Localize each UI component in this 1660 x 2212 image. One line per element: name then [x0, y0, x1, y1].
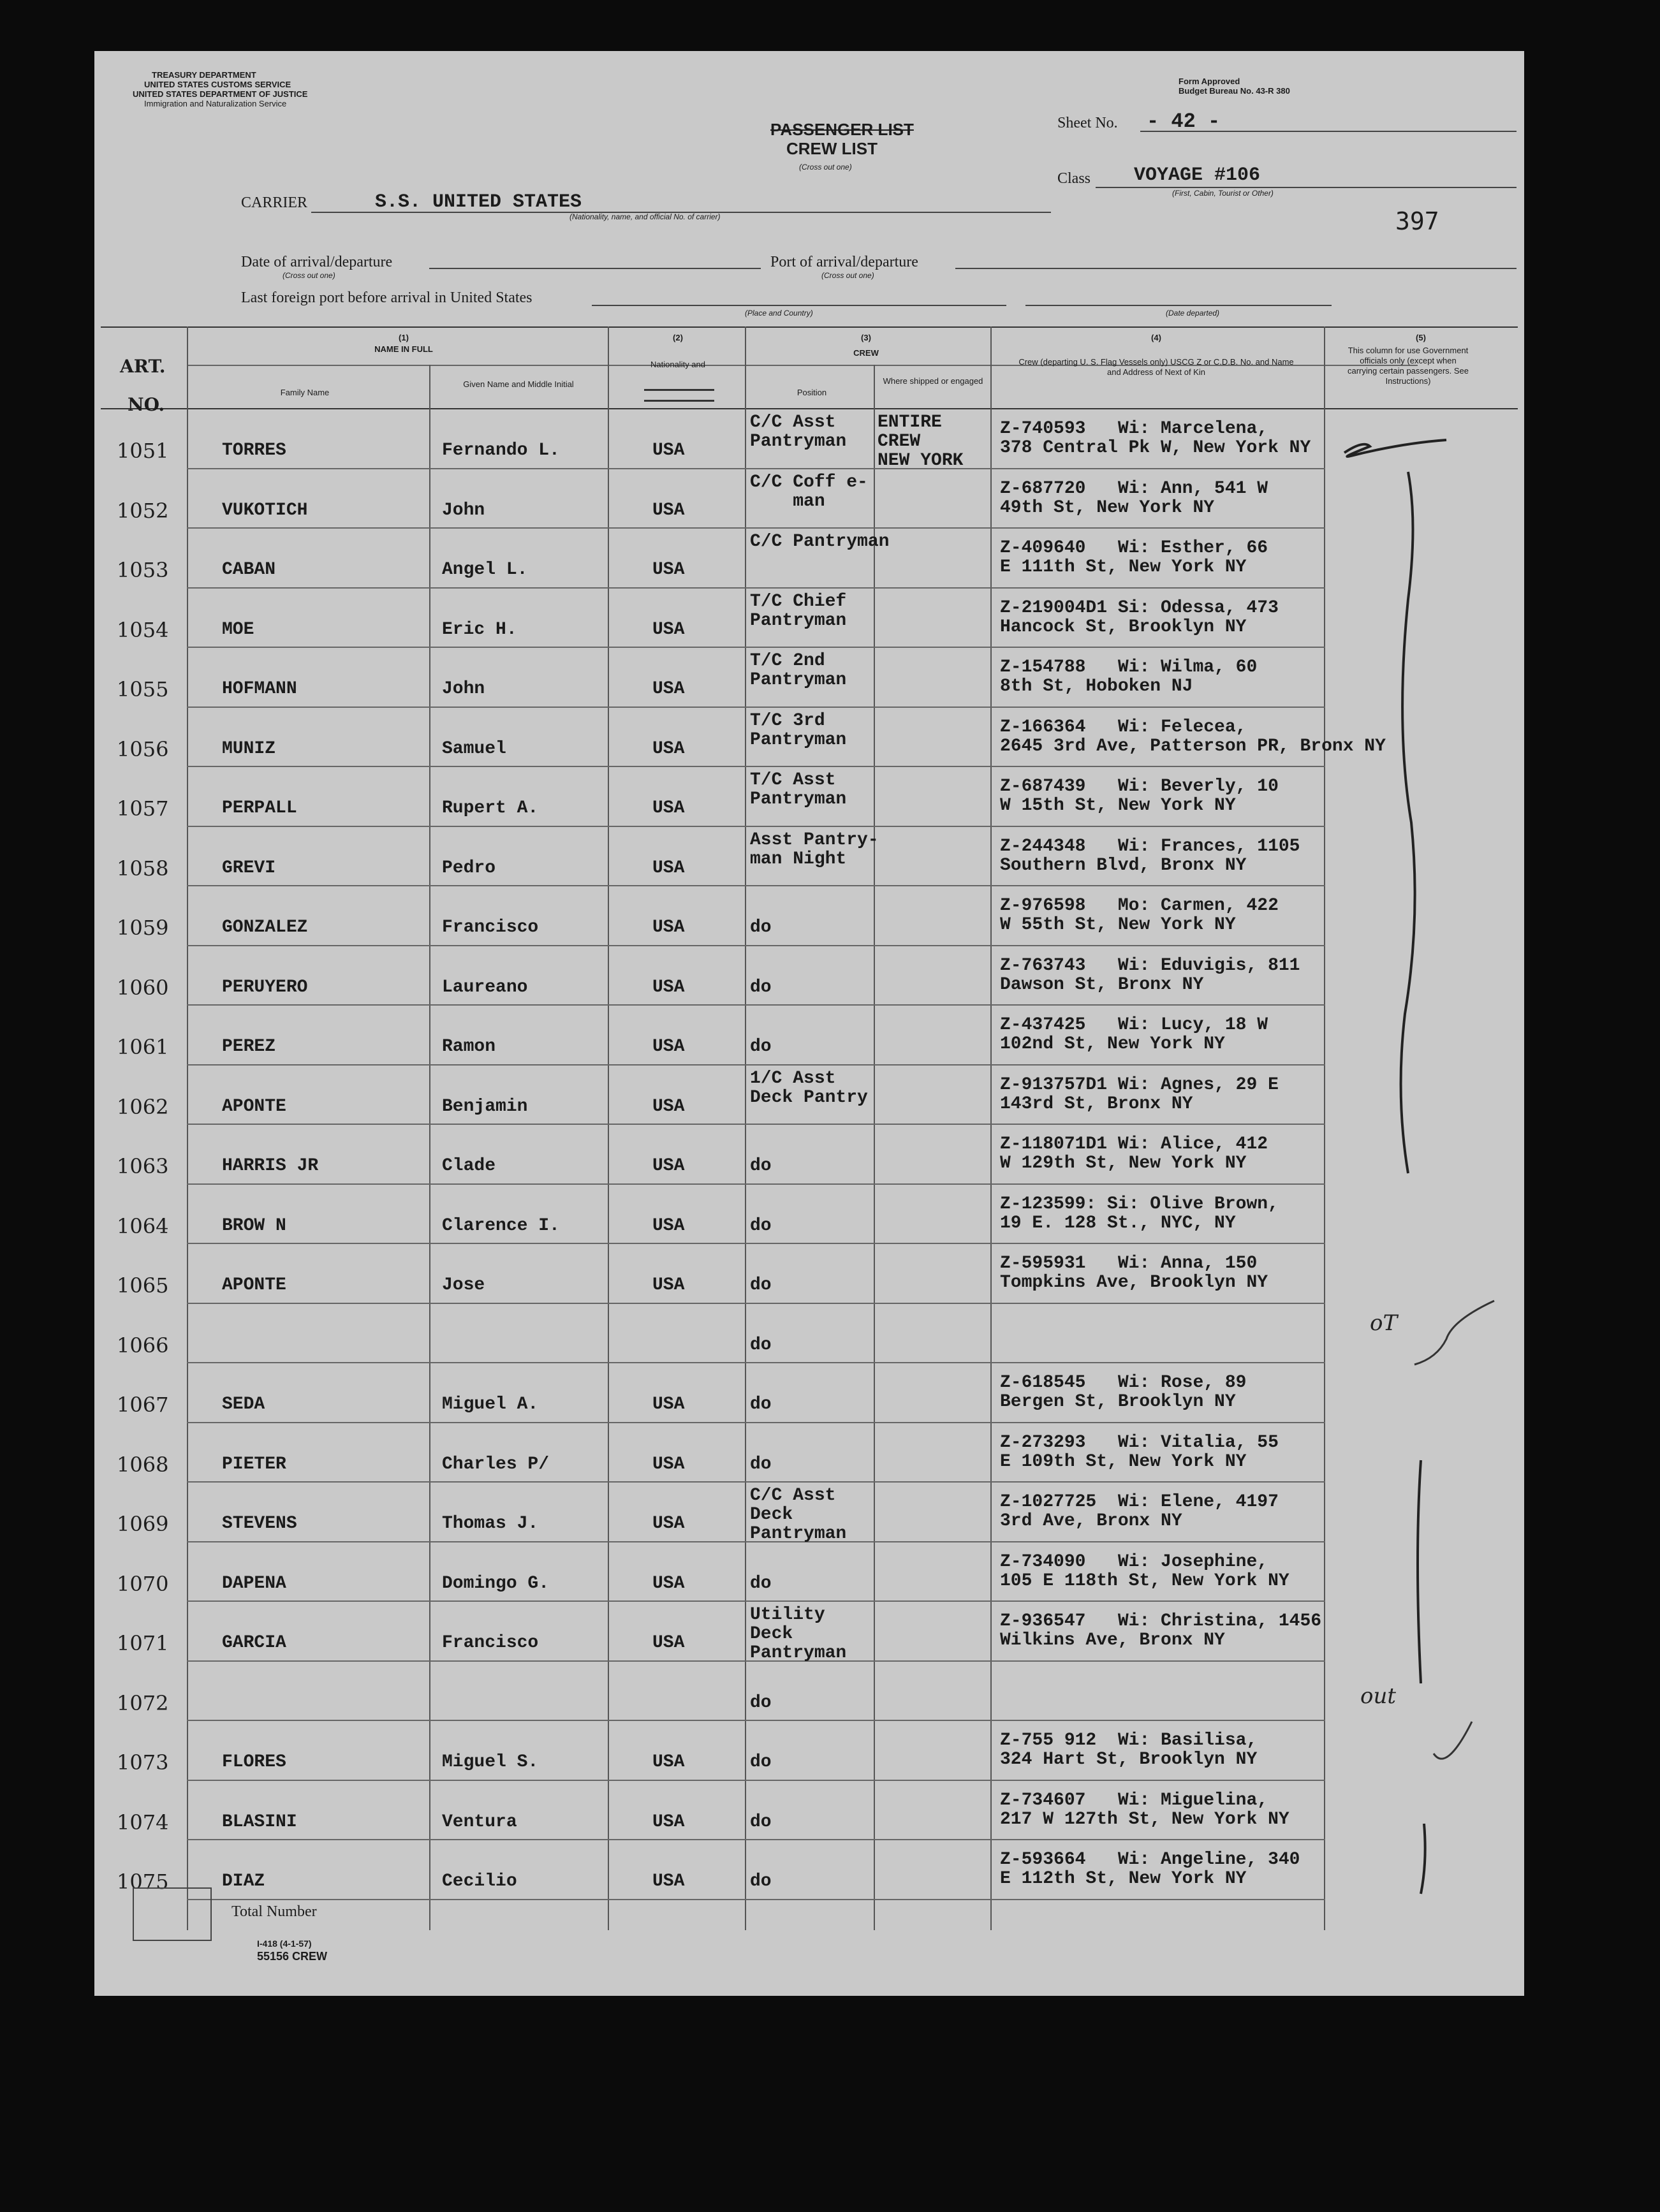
given-name: Benjamin: [442, 1096, 528, 1117]
next-of-kin: Z-593664 Wi: Angeline, 340 E 112th St, New York NY: [1000, 1850, 1300, 1889]
nationality: USA: [652, 1037, 685, 1057]
bracket-line-3: [1421, 1824, 1425, 1894]
family-name: HARRIS JR: [222, 1156, 319, 1176]
given-name: Domingo G.: [442, 1573, 550, 1593]
header-bottom-border: [101, 408, 1518, 409]
given-name: Fernando L.: [442, 441, 560, 460]
position: C/C Coff e- man: [750, 472, 868, 511]
nationality: USA: [652, 738, 685, 759]
crew-header: CREW: [853, 348, 879, 358]
next-of-kin: Z-1027725 Wi: Elene, 4197 3rd Ave, Bronx NY: [1000, 1492, 1279, 1531]
article-number: 1062: [117, 1094, 169, 1119]
check-mark-2: [1414, 1301, 1494, 1365]
next-of-kin: Z-123599: Si: Olive Brown, 19 E. 128 St., NYC, NY: [1000, 1194, 1279, 1233]
next-of-kin: Z-595931 Wi: Anna, 150 Tompkins Ave, Brooklyn NY: [1000, 1254, 1268, 1293]
family-name: GARCIA: [222, 1633, 286, 1653]
row-divider: [187, 1183, 1325, 1185]
article-number: 1056: [117, 736, 169, 761]
last-port-label: Last foreign port before arrival in United States: [241, 289, 533, 306]
next-of-kin: Z-763743 Wi: Eduvigis, 811 Dawson St, Bronx NY: [1000, 955, 1300, 995]
article-number: 1069: [117, 1512, 169, 1536]
article-number: 1059: [117, 916, 169, 940]
position: do: [750, 1395, 772, 1414]
nationality: USA: [652, 1096, 685, 1117]
position: T/C 2nd Pantryman: [750, 651, 847, 690]
family-name: TORRES: [222, 441, 286, 460]
row-divider: [187, 1839, 1325, 1840]
port-note: (Cross out one): [821, 271, 874, 280]
article-number: 1068: [117, 1452, 169, 1477]
article-number: 1074: [117, 1810, 169, 1835]
carrier-note: (Nationality, name, and official No. of carrier): [569, 212, 721, 221]
col5-num: (5): [1416, 333, 1426, 342]
class-line: [1096, 187, 1517, 188]
row-divider: [187, 1600, 1325, 1602]
col-line-art: [187, 326, 188, 1930]
crossed-out-header: [644, 389, 714, 402]
row-divider: [187, 766, 1325, 767]
article-number: 1072: [117, 1690, 169, 1715]
article-number: 1053: [117, 558, 169, 582]
position: Utility Deck Pantryman: [750, 1605, 847, 1663]
given-name: John: [442, 679, 485, 699]
given-name: Clarence I.: [442, 1215, 560, 1236]
position: do: [750, 1812, 772, 1832]
given-name: Laureano: [442, 977, 528, 997]
position: do: [750, 918, 772, 937]
position: T/C Asst Pantryman: [750, 770, 847, 809]
nationality: USA: [652, 1573, 685, 1593]
date-departed-line: [1025, 305, 1332, 306]
article-number: 1064: [117, 1213, 169, 1238]
nationality: USA: [652, 798, 685, 818]
family-name: SEDA: [222, 1395, 265, 1414]
given-name: Rupert A.: [442, 798, 539, 818]
next-of-kin: Z-118071D1 Wi: Alice, 412 W 129th St, New York NY: [1000, 1134, 1268, 1173]
total-label: Total Number: [231, 1903, 317, 1920]
where-shipped: ENTIRE CREW NEW YORK: [878, 413, 964, 471]
next-of-kin: Z-244348 Wi: Frances, 1105 Southern Blvd, Bronx NY: [1000, 836, 1300, 875]
article-number: 1075: [117, 1870, 169, 1894]
position: do: [750, 1573, 772, 1593]
next-of-kin: Z-976598 Mo: Carmen, 422 W 55th St, New York NY: [1000, 896, 1279, 935]
position: do: [750, 1156, 772, 1176]
given-name: John: [442, 500, 485, 520]
position: C/C Asst Deck Pantryman: [750, 1486, 847, 1544]
given-name: Charles P/: [442, 1454, 550, 1474]
arrival-line: [429, 268, 761, 269]
form-approved: Form Approved: [1179, 77, 1240, 86]
position: do: [750, 977, 772, 997]
family-name: CABAN: [222, 560, 276, 580]
article-number: 1054: [117, 617, 169, 642]
article-number: 1055: [117, 677, 169, 701]
last-port-line: [592, 305, 1006, 306]
next-of-kin: Z-273293 Wi: Vitalia, 55 E 109th St, New York NY: [1000, 1432, 1279, 1472]
next-of-kin: Z-618545 Wi: Rose, 89 Bergen St, Brooklyn NY: [1000, 1373, 1247, 1412]
family-name: DIAZ: [222, 1871, 265, 1891]
nationality: USA: [652, 918, 685, 937]
row-divider: [187, 647, 1325, 648]
col-line-nat: [745, 326, 746, 1930]
family-name: PIETER: [222, 1454, 286, 1474]
family-name: BLASINI: [222, 1812, 297, 1832]
position: T/C 3rd Pantryman: [750, 710, 847, 750]
row-divider: [187, 1780, 1325, 1781]
row-divider: [187, 1064, 1325, 1066]
family-name: STEVENS: [222, 1514, 297, 1534]
given-name: Thomas J.: [442, 1514, 539, 1534]
given-name: Jose: [442, 1275, 485, 1295]
position: C/C Asst Pantryman: [750, 413, 847, 451]
family-name-header: Family Name: [280, 388, 330, 397]
table-top-border: [101, 326, 1518, 328]
family-name: PERPALL: [222, 798, 297, 818]
family-name: APONTE: [222, 1096, 286, 1117]
col-line-given: [608, 326, 609, 1930]
family-name: BROW N: [222, 1215, 286, 1236]
bracket-line-2: [1418, 1460, 1421, 1683]
document-page: [94, 51, 1524, 1996]
stamp-number: 397: [1395, 207, 1439, 235]
article-number: 1063: [117, 1154, 169, 1178]
cross-out-note: (Cross out one): [799, 163, 852, 172]
dept-line-2: UNITED STATES CUSTOMS SERVICE: [144, 80, 291, 89]
nationality: USA: [652, 858, 685, 878]
nationality: USA: [652, 1514, 685, 1534]
family-name: MUNIZ: [222, 738, 276, 759]
next-of-kin: Z-409640 Wi: Esther, 66 E 111th St, New York NY: [1000, 538, 1268, 577]
col1-num: (1): [399, 333, 409, 342]
place-note: (Place and Country): [745, 309, 813, 318]
position: do: [750, 1335, 772, 1355]
nationality: USA: [652, 679, 685, 699]
port-line: [955, 268, 1517, 269]
position: do: [750, 1871, 772, 1891]
row-divider: [187, 1899, 1325, 1900]
article-number: 1058: [117, 856, 169, 881]
given-name: Ventura: [442, 1812, 517, 1832]
position-header: Position: [797, 388, 827, 397]
next-of-kin: Z-734607 Wi: Miguelina, 217 W 127th St, New York NY: [1000, 1790, 1289, 1829]
row-divider: [187, 707, 1325, 708]
col-line-shipped: [990, 326, 992, 1930]
next-of-kin: Z-166364 Wi: Felecea, 2645 3rd Ave, Patterson PR, Bronx NY: [1000, 717, 1386, 756]
family-name: PEREZ: [222, 1037, 276, 1057]
position: do: [750, 1037, 772, 1057]
article-number: 1066: [117, 1333, 169, 1358]
row-divider: [187, 587, 1325, 589]
row-divider: [187, 1720, 1325, 1721]
nationality: USA: [652, 500, 685, 520]
position: Asst Pantry- man Night: [750, 830, 879, 869]
nationality: USA: [652, 1454, 685, 1474]
art-label: ART.: [120, 356, 166, 377]
next-of-kin: Z-755 912 Wi: Basilisa, 324 Hart St, Brooklyn NY: [1000, 1731, 1258, 1769]
row-divider: [187, 1303, 1325, 1304]
crew-code: 55156 CREW: [257, 1950, 328, 1963]
dept-line-1: TREASURY DEPARTMENT: [152, 70, 256, 80]
next-of-kin: Z-219004D1 Si: Odessa, 473 Hancock St, Brooklyn NY: [1000, 597, 1279, 637]
check-mark-3: [1434, 1722, 1472, 1759]
position: C/C Pantryman: [750, 532, 890, 552]
next-of-kin: Z-687720 Wi: Ann, 541 W 49th St, New York NY: [1000, 478, 1268, 518]
family-name: HOFMANN: [222, 679, 297, 699]
article-number: 1073: [117, 1750, 169, 1775]
next-of-kin: Z-913757D1 Wi: Agnes, 29 E 143rd St, Bronx NY: [1000, 1074, 1279, 1114]
row-divider: [187, 1481, 1325, 1483]
given-name: Miguel S.: [442, 1752, 539, 1772]
nationality: USA: [652, 1215, 685, 1236]
col1-title: NAME IN FULL: [374, 344, 433, 354]
position: do: [750, 1215, 772, 1236]
where-shipped-header: Where shipped or engaged: [883, 376, 983, 386]
position: T/C Chief Pantryman: [750, 591, 847, 631]
sheet-value: - 42 -: [1147, 110, 1221, 133]
article-number: 1051: [117, 439, 169, 463]
position: do: [750, 1454, 772, 1474]
family-name: MOE: [222, 619, 254, 640]
given-name: Angel L.: [442, 560, 528, 580]
family-name: GREVI: [222, 858, 276, 878]
given-name: Eric H.: [442, 619, 517, 640]
nationality: USA: [652, 1812, 685, 1832]
nationality: USA: [652, 619, 685, 640]
nationality-header: Nationality and: [650, 360, 705, 369]
bracket-line-1: [1401, 472, 1415, 1173]
given-name: Francisco: [442, 918, 539, 937]
sheet-label: Sheet No.: [1057, 115, 1118, 131]
family-name: PERUYERO: [222, 977, 308, 997]
nationality: USA: [652, 977, 685, 997]
check-mark-1: [1344, 440, 1446, 457]
next-of-kin: Z-740593 Wi: Marcelena, 378 Central Pk W, New York NY: [1000, 419, 1311, 458]
dept-line-4: Immigration and Naturalization Service: [144, 99, 287, 108]
nationality: USA: [652, 1156, 685, 1176]
carrier-label: CARRIER: [241, 194, 308, 211]
article-number: 1070: [117, 1571, 169, 1596]
family-name: FLORES: [222, 1752, 286, 1772]
article-number: 1061: [117, 1035, 169, 1059]
arrival-note: (Cross out one): [283, 271, 335, 280]
col-line-position: [874, 365, 875, 1930]
nationality: USA: [652, 1871, 685, 1891]
col4-header: Crew (departing U. S. Flag Vessels only) USCG Z or C.D.B. No. and Name and Address of Next of Kin: [1018, 357, 1294, 377]
row-divider: [187, 1124, 1325, 1125]
col-line-family: [429, 365, 430, 1930]
nationality: USA: [652, 1395, 685, 1414]
budget-bureau: Budget Bureau No. 43-R 380: [1179, 86, 1290, 96]
article-number: 1067: [117, 1393, 169, 1417]
nationality: USA: [652, 1633, 685, 1653]
col3-num: (3): [861, 333, 871, 342]
next-of-kin: Z-734090 Wi: Josephine, 105 E 118th St, New York NY: [1000, 1551, 1289, 1591]
col2-num: (2): [673, 333, 683, 342]
checkmark-annotations: [1325, 408, 1517, 1932]
col5-header: This column for use Government officials only (except when carrying certain passengers. See Instructions): [1347, 346, 1469, 386]
row-divider: [187, 826, 1325, 827]
nationality: USA: [652, 1275, 685, 1295]
position: do: [750, 1275, 772, 1295]
position: do: [750, 1692, 772, 1713]
mark-1066: oT: [1370, 1310, 1398, 1336]
class-value: VOYAGE #106: [1134, 165, 1261, 186]
form-code: I-418 (4-1-57): [257, 1938, 312, 1949]
next-of-kin: Z-154788 Wi: Wilma, 60 8th St, Hoboken NJ: [1000, 657, 1258, 696]
row-divider: [187, 1422, 1325, 1423]
passenger-list-title: PASSENGER LIST: [770, 120, 914, 139]
arrival-label: Date of arrival/departure: [241, 254, 393, 270]
dept-line-3: UNITED STATES DEPARTMENT OF JUSTICE: [133, 89, 308, 99]
given-name: Clade: [442, 1156, 496, 1176]
family-name: APONTE: [222, 1275, 286, 1295]
given-name: Francisco: [442, 1633, 539, 1653]
nationality: USA: [652, 1752, 685, 1772]
article-number: 1060: [117, 975, 169, 1000]
total-box: [133, 1887, 212, 1941]
next-of-kin: Z-687439 Wi: Beverly, 10 W 15th St, New York NY: [1000, 777, 1279, 816]
given-name: Miguel A.: [442, 1395, 539, 1414]
article-number: 1057: [117, 796, 169, 821]
nationality: USA: [652, 441, 685, 460]
next-of-kin: Z-936547 Wi: Christina, 1456 Wilkins Ave, Bronx NY: [1000, 1611, 1322, 1650]
given-name: Pedro: [442, 858, 496, 878]
row-divider: [187, 527, 1325, 529]
family-name: VUKOTICH: [222, 500, 308, 520]
port-label: Port of arrival/departure: [770, 254, 918, 270]
row-divider: [187, 1243, 1325, 1244]
article-number: 1071: [117, 1631, 169, 1655]
crew-list-title: CREW LIST: [786, 139, 878, 158]
row-divider: [187, 468, 1325, 469]
row-divider: [187, 1004, 1325, 1006]
position: do: [750, 1752, 772, 1772]
given-name-header: Given Name and Middle Initial: [463, 379, 574, 389]
nationality: USA: [652, 560, 685, 580]
given-name: Samuel: [442, 738, 506, 759]
position: 1/C Asst Deck Pantry: [750, 1068, 868, 1108]
family-name: DAPENA: [222, 1573, 286, 1593]
date-departed-note: (Date departed): [1166, 309, 1220, 318]
given-name: Ramon: [442, 1037, 496, 1057]
row-divider: [187, 1362, 1325, 1363]
class-label: Class: [1057, 170, 1091, 187]
col4-num: (4): [1151, 333, 1161, 342]
row-divider: [187, 945, 1325, 946]
no-label: NO.: [128, 394, 165, 415]
given-name: Cecilio: [442, 1871, 517, 1891]
carrier-value: S.S. UNITED STATES: [375, 191, 582, 213]
mark-1072: out: [1360, 1683, 1397, 1709]
article-number: 1065: [117, 1273, 169, 1298]
family-name: GONZALEZ: [222, 918, 308, 937]
article-number: 1052: [117, 498, 169, 523]
next-of-kin: Z-437425 Wi: Lucy, 18 W 102nd St, New York NY: [1000, 1015, 1268, 1054]
class-note: (First, Cabin, Tourist or Other): [1172, 189, 1274, 198]
row-divider: [187, 885, 1325, 886]
